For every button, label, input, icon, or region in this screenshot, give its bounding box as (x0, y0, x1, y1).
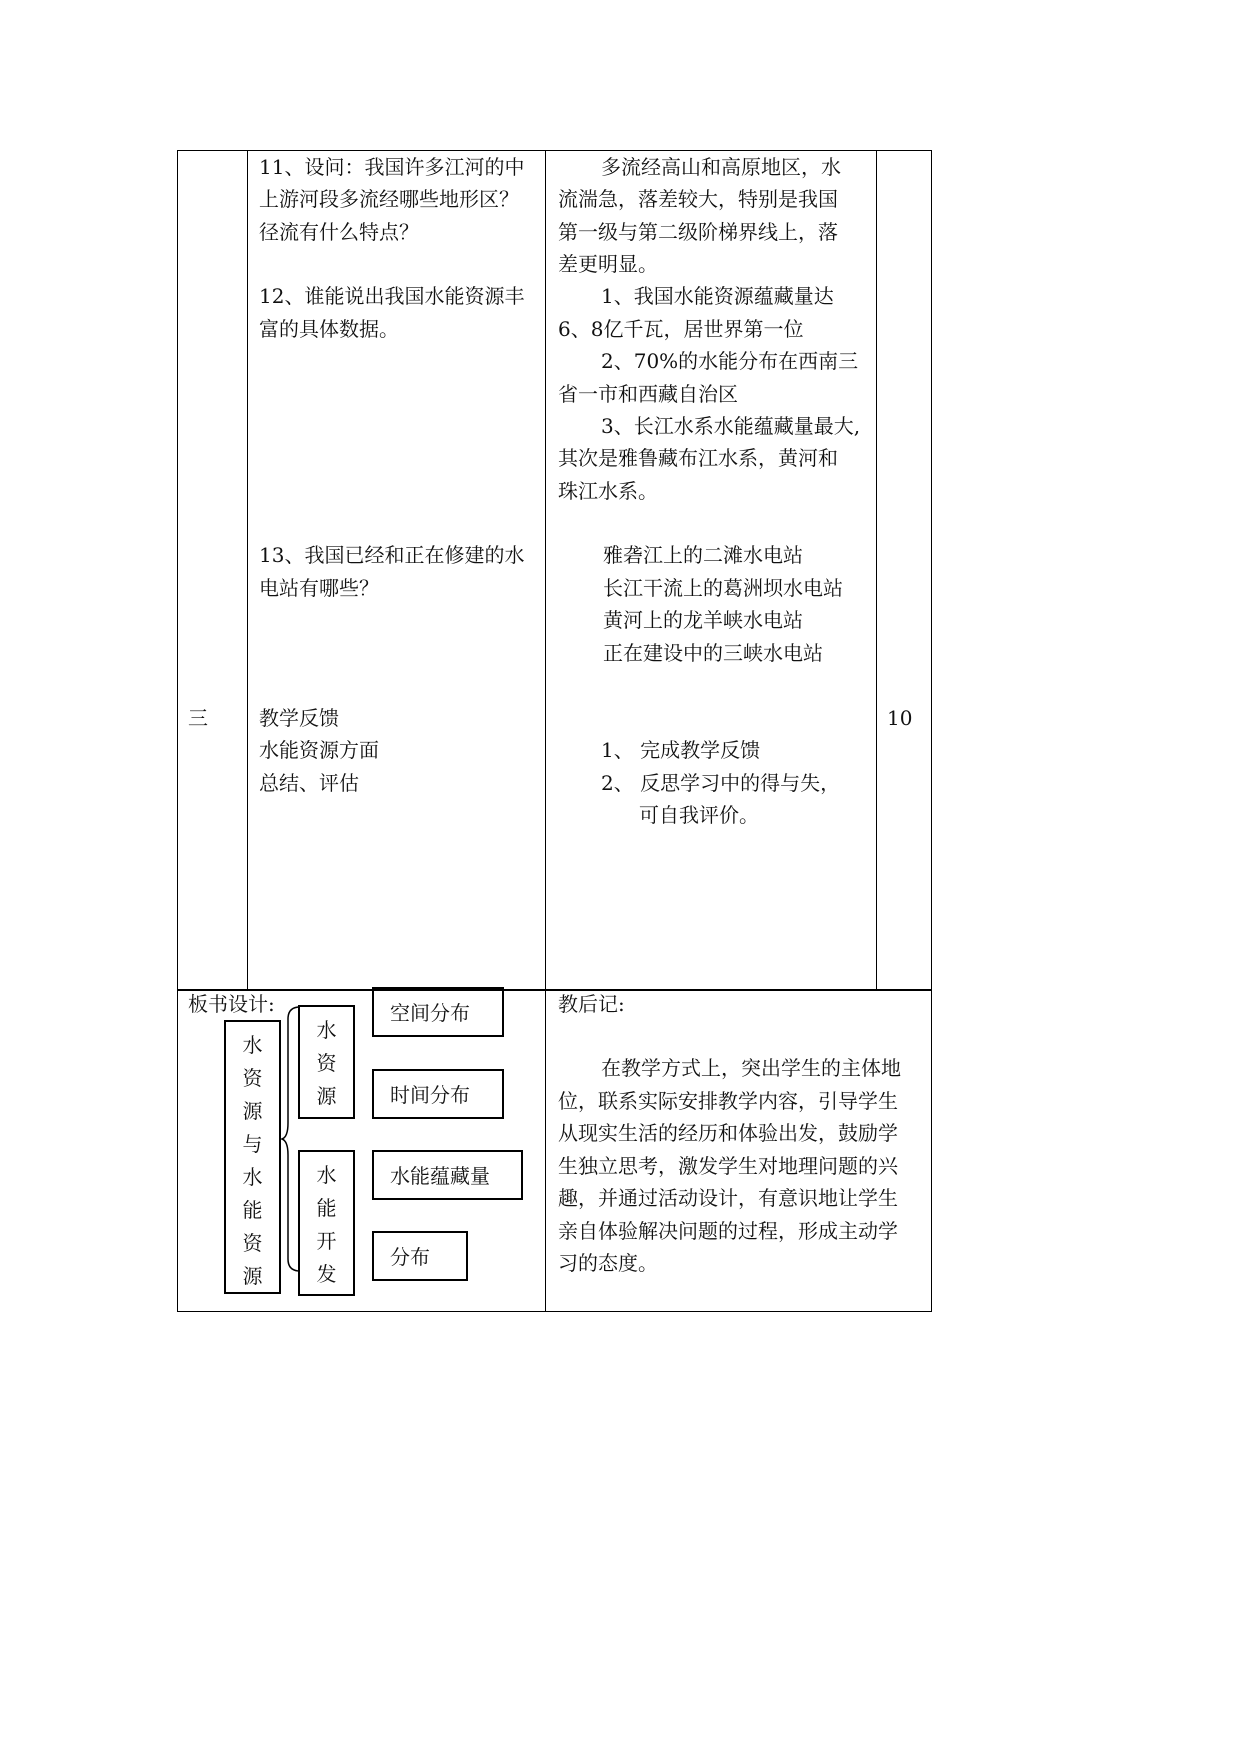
branch-char: 水 (316, 1163, 337, 1187)
text-line: 教学反馈 (259, 706, 339, 730)
text-line: 流湍急，落差较大，特别是我国 (558, 187, 838, 211)
board-item-temporal-distribution (372, 1069, 504, 1119)
text-line: 11、设问：我国许多江河的中 (259, 155, 525, 179)
text-line: 水能资源方面 (259, 738, 379, 762)
item-label: 分布 (390, 1245, 430, 1269)
text-line: 习的态度。 (558, 1251, 658, 1275)
text-line: 黄河上的龙羊峡水电站 (603, 608, 803, 632)
text-line: 雅砻江上的二滩水电站 (603, 543, 803, 567)
text-line: 1、 完成教学反馈 (601, 738, 761, 762)
text-line: 总结、评估 (259, 771, 359, 795)
table-right-border (931, 150, 932, 1311)
branch-char: 开 (316, 1229, 337, 1253)
board-item-distribution (372, 1231, 468, 1281)
section-number: 三 (188, 706, 208, 730)
branch-char: 源 (316, 1084, 337, 1108)
topic-char: 水 (242, 1033, 263, 1057)
text-line: 富的具体数据。 (259, 317, 399, 341)
text-line: 位，联系实际安排教学内容，引导学生 (558, 1089, 898, 1113)
text-line: 可自我评价。 (639, 803, 759, 827)
topic-char: 与 (242, 1132, 263, 1156)
text-line: 生独立思考，激发学生对地理问题的兴 (558, 1154, 898, 1178)
text-line: 趣，并通过活动设计，有意识地让学生 (558, 1186, 898, 1210)
topic-char: 资 (242, 1066, 263, 1090)
text-line: 上游河段多流经哪些地形区？ (259, 187, 519, 211)
text-line: 珠江水系。 (558, 479, 658, 503)
topic-char: 资 (242, 1231, 263, 1255)
board-item-hydro-reserves (372, 1150, 523, 1200)
branch-char: 能 (316, 1196, 337, 1220)
item-label: 水能蕴藏量 (390, 1164, 490, 1188)
text-line: 3、长江水系水能蕴藏量最大, (601, 414, 861, 438)
text-line: 12、谁能说出我国水能资源丰 (259, 284, 525, 308)
text-line: 省一市和西藏自治区 (558, 382, 738, 406)
text-line: 第一级与第二级阶梯界线上，落 (558, 220, 838, 244)
board-main-topic (226, 1029, 279, 1293)
table-col-divider-2 (545, 150, 546, 1311)
text-line: 13、我国已经和正在修建的水 (259, 543, 525, 567)
table-middle-border (177, 989, 932, 991)
item-label: 空间分布 (390, 1001, 470, 1025)
text-line: 差更明显。 (558, 252, 658, 276)
text-line: 6、8亿千瓦，居世界第一位 (558, 317, 804, 341)
text-line: 径流有什么特点？ (259, 220, 419, 244)
branch-text (300, 1014, 353, 1113)
text-line: 在教学方式上，突出学生的主体地 (601, 1056, 901, 1080)
item-label: 时间分布 (390, 1083, 470, 1107)
board-branch-water-resources (298, 1005, 355, 1119)
topic-char: 水 (242, 1165, 263, 1189)
table-bottom-border (177, 1311, 932, 1312)
topic-char: 能 (242, 1198, 263, 1222)
branch-char: 发 (316, 1262, 337, 1286)
text-line: 其次是雅鲁藏布江水系，黄河和 (558, 446, 838, 470)
text-line: 亲自体验解决问题的过程，形成主动学 (558, 1219, 898, 1243)
text-line: 2、70%的水能分布在西南三 (601, 349, 859, 373)
board-item-spatial-distribution (372, 987, 504, 1037)
board-main-topic-box (224, 1020, 281, 1294)
board-design-label: 板书设计: (188, 992, 275, 1016)
text-line: 电站有哪些？ (259, 576, 379, 600)
text-line: 从现实生活的经历和体验出发，鼓励学 (558, 1121, 898, 1145)
board-branch-hydropower (298, 1150, 355, 1296)
reflection-label: 教后记: (558, 992, 625, 1016)
text-line: 长江干流上的葛洲坝水电站 (603, 576, 843, 600)
branch-text (300, 1159, 353, 1291)
branch-char: 水 (316, 1018, 337, 1042)
text-line: 2、 反思学习中的得与失， (601, 771, 841, 795)
text-line: 正在建设中的三峡水电站 (603, 641, 823, 665)
text-line: 多流经高山和高原地区，水 (601, 155, 841, 179)
table-col-divider-3 (876, 150, 877, 989)
minutes-value: 10 (887, 706, 913, 730)
table-left-border (177, 150, 178, 1311)
table-col-divider-1 (247, 150, 248, 989)
branch-char: 资 (316, 1051, 337, 1075)
topic-char: 源 (242, 1099, 263, 1123)
text-line: 1、我国水能资源蕴藏量达 (601, 284, 834, 308)
topic-char: 源 (242, 1264, 263, 1288)
